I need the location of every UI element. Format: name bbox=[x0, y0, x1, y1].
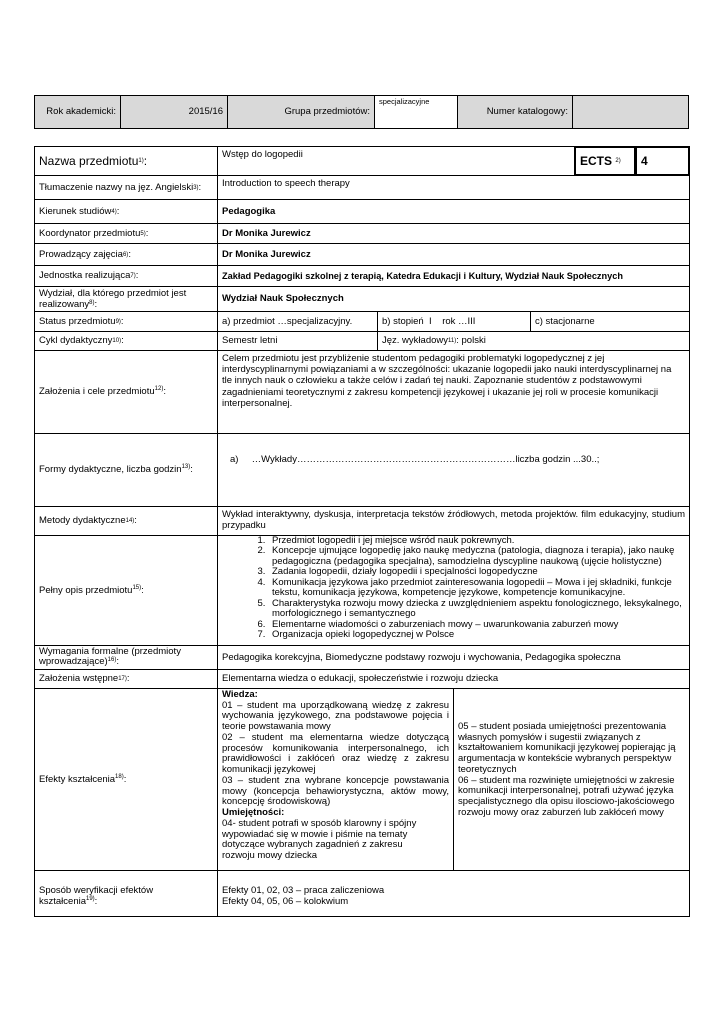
catalog-number-value bbox=[572, 95, 689, 129]
course-name-label: Nazwa przedmiotu 1) : bbox=[34, 146, 218, 176]
status-label: Status przedmiotu 9) : bbox=[34, 311, 218, 332]
requirements-label: Wymagania formalne (przedmioty wprowadzające)$^{16)}$: bbox=[34, 645, 218, 670]
ects-label: ECTS 2) bbox=[574, 146, 636, 176]
language-value: : polski bbox=[456, 335, 486, 347]
academic-year-label: Rok akademicki: bbox=[34, 95, 121, 129]
description-item: 5. Charakterystyka rozwoju mowy dziecka z uwzględnieniem aspektu fonologicznego, leksykalnego, morfologicznego i semantycznego bbox=[268, 599, 685, 620]
translation-value: Introduction to speech therapy bbox=[217, 175, 690, 200]
coordinator-label: Koordynator przedmiotu 5) : bbox=[34, 223, 218, 244]
description-item: 7. Organizacja opieki logopedycznej w Polsce bbox=[268, 630, 685, 640]
assumptions-label: Założenia wstępne 17) : bbox=[34, 669, 218, 689]
outcomes-label: Efekty kształcenia$^{18)}$: bbox=[34, 688, 218, 871]
ects-value: 4 bbox=[635, 146, 690, 176]
skills-heading: Umiejętności: bbox=[222, 807, 285, 819]
forms-value: a) …Wykłady……………………………………………………………liczba godzin ...30..; bbox=[217, 433, 690, 507]
language-cell: Jęz. wykładowy 11) : polski bbox=[377, 331, 690, 351]
skills-text: 04- student potrafi w sposób klarowny i spójny wypowiadać się w mowie i piśmie na tematy dotyczące wybranych zagadnień z zakresu rozwoju mowy dziecka bbox=[222, 817, 417, 862]
description-item: 4. Komunikacja językowa jako przedmiot zainteresowania logopedii – Mowa i jej składniki, funkcje tekstu, komunikacja językowa, kompetencje językowe, kompetencje komunikacyjne. bbox=[268, 578, 685, 599]
academic-year-value: 2015/16 bbox=[120, 95, 228, 129]
outcomes-cell bbox=[217, 688, 690, 871]
translation-label: Tłumaczenie nazwy na jęz. Angielski 3) : bbox=[34, 175, 218, 200]
requirements-value: Pedagogika korekcyjna, Biomedyczne podstawy rozwoju i wychowania, Pedagogika społeczna bbox=[217, 645, 690, 670]
description-content bbox=[217, 535, 690, 646]
coordinator-value: Dr Monika Jurewicz bbox=[217, 223, 690, 244]
language-label: Jęz. wykładowy bbox=[382, 335, 448, 347]
instructor-label: Prowadzący zajęcia 6) : bbox=[34, 243, 218, 266]
subject-group-value: specjalizacyjne bbox=[374, 95, 458, 129]
verification-line-1: Efekty 01, 02, 03 – praca zaliczeniowa bbox=[222, 885, 385, 896]
description-label: Pełny opis przedmiotu$^{15)}$: bbox=[34, 535, 218, 646]
status-a: a) przedmiot …specjalizacyjny. bbox=[217, 311, 378, 332]
subject-group-label: Grupa przedmiotów: bbox=[227, 95, 375, 129]
unit-label: Jednostka realizująca 7) : bbox=[34, 265, 218, 287]
cycle-value: Semestr letni bbox=[217, 331, 378, 351]
description-item: 1. Przedmiot logopedii i jej miejsce wśród nauk pokrewnych. bbox=[268, 536, 685, 546]
knowledge-heading: Wiedza: bbox=[222, 689, 258, 700]
outcomes-left bbox=[218, 689, 454, 870]
methods-value: Wykład interaktywny, dyskusja, interpretacja tekstów źródłowych, metoda projektów. film edukacyjny, studium przypadku bbox=[217, 506, 690, 536]
instructor-value: Dr Monika Jurewicz bbox=[217, 243, 690, 266]
status-c: c) stacjonarne bbox=[530, 311, 690, 332]
description-item: 6. Elementarne wiadomości o zaburzeniach mowy – uwarunkowania zaburzeń mowy bbox=[268, 620, 685, 630]
field-of-study-label: Kierunek studiów 4) : bbox=[34, 199, 218, 224]
methods-label: Metody dydaktyczne 14) : bbox=[34, 506, 218, 536]
course-name-value: Wstęp do logopedii bbox=[217, 146, 575, 176]
faculty-label: Wydział, dla którego przedmiot jest realizowany$^{8)}$: bbox=[34, 286, 218, 312]
catalog-number-label: Numer katalogowy: bbox=[457, 95, 573, 129]
verification-line-2: Efekty 04, 05, 06 – kolokwium bbox=[222, 896, 349, 908]
goals-label: Założenia i cele przedmiotu$^{12)}$: bbox=[34, 350, 218, 434]
description-list bbox=[222, 536, 685, 640]
forms-label: Formy dydaktyczne, liczba godzin$^{13)}$: bbox=[34, 433, 218, 507]
outcomes-right: 05 – student posiada umiejętności prezentowania własnych pomysłów i sugestii związanych z kształtowaniem komunikacji językowej popierając ją argumentacja w kontekście wybranych perspektyw teoretycznych 06 – student ma rozwinięte umiejętności w zakresie komunikacji interpersonalnej, potrafi używać języka specjalistycznego dla opisu ilosciowo-jakościowego rozwoju mowy oraz zaburzeń lub zakłóceń mowy bbox=[458, 721, 676, 818]
status-b: b) stopień I rok …III bbox=[377, 311, 531, 332]
description-item: 2. Koncepcje ujmujące logopedię jako naukę medyczna (patologia, diagnoza i terapia), jako naukę pedagogiczna (pedagogika specjalna), samodzielna dyscypline naukową (ujęcie holistyczne) bbox=[268, 546, 685, 567]
unit-value: Zakład Pedagogiki szkolnej z terapią, Katedra Edukacji i Kultury, Wydział Nauk Społecznych bbox=[217, 265, 690, 287]
verification-value bbox=[217, 870, 690, 917]
faculty-value: Wydział Nauk Społecznych bbox=[217, 286, 690, 312]
description-item: 3. Zadania logopedii, działy logopedii i specjalności logopedyczne bbox=[268, 567, 685, 577]
goals-text: Celem przedmiotu jest przybliżenie studentom pedagogiki problematyki logopedycznej z jej interdyscyplinarnymi powiązaniami a w szczególności: ukazanie logopedii jako nauki interdyscyplinarnej na tle innych nauk o człowieku a także celów i zadań tej nauki. Zapoznanie studentów z podstawowymi zagadnieniami teoretycznymi z zakresu kompetencji językowej i ukazanie jej roli w procesie komunikacji interpersonalnej. bbox=[217, 350, 690, 434]
cycle-label: Cykl dydaktyczny 10) : bbox=[34, 331, 218, 351]
verification-label: Sposób weryfikacji efektów kształcenia$^{19)}$: bbox=[34, 870, 218, 917]
assumptions-value: Elementarna wiedza o edukacji, społeczeństwie i rozwoju dziecka bbox=[217, 669, 690, 689]
field-of-study-value: Pedagogika bbox=[217, 199, 690, 224]
knowledge-text: 01 – student ma uporządkowaną wiedzę z zakresu wychowania językowego, zna podstawowe pojęcia i teorie powstawania mowy 02 – student ma elementarna wiedze dotyczącą procesów komunikowania interpersonalnego, ich prawidłowości i zakłóceń oraz wiedzę z zakresu komunikacji językowej 03 – student zna wybrane koncepcje powstawania mowy (koncepcja behawiorystyczna, aktów mowy, koncepcję środowiskową) bbox=[222, 699, 449, 808]
